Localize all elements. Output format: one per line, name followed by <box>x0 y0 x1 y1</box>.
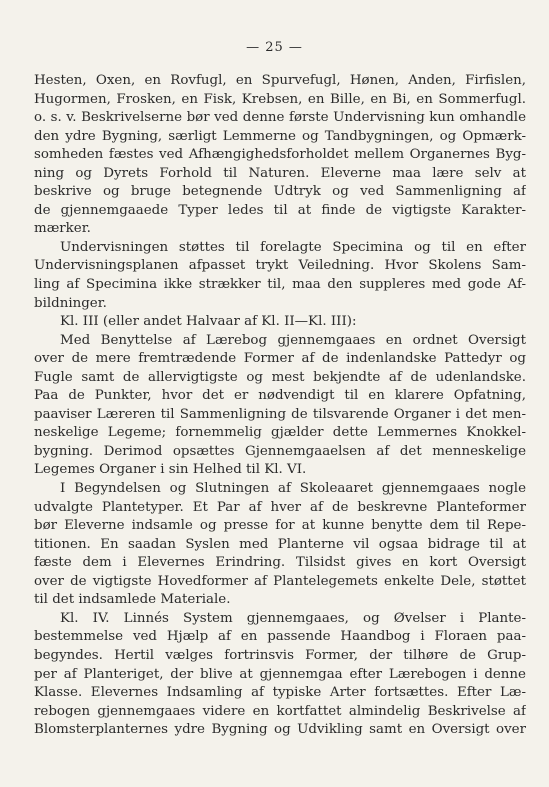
text-line: fæste dem i Elevernes Erindring. Tilsidst gives en kort Oversigt <box>34 555 526 571</box>
text-line: rebogen gjennemgaaes videre en kortfattet almindelig Beskrivelse af <box>34 703 526 719</box>
text-line: til det indsamlede Materiale. <box>34 592 231 608</box>
text-line: Klasse. Elevernes Indsamling af typiske Arter fortsættes. Efter Læ- <box>34 685 526 701</box>
text-line: udvalgte Plantetyper. Et Par af hver af de beskrevne Planteformer <box>34 499 526 515</box>
text-line: bør Eleverne indsamle og presse for at kunne benytte dem til Repe- <box>34 518 526 534</box>
text-line: I Begyndelsen og Slutningen af Skoleaaret gjennemgaaes nogle <box>60 481 526 497</box>
body-text <box>34 72 526 740</box>
text-line: Paa de Punkter, hvor det er nødvendigt til en klarere Opfatning, <box>34 388 526 404</box>
text-line: bildninger. <box>34 295 107 311</box>
text-line: per af Planteriget, der blive at gjennemgaa efter Lærebogen i denne <box>34 666 526 682</box>
text-line: ning og Dyrets Forhold til Naturen. Eleverne maa lære selv at <box>34 165 526 181</box>
text-line: bestemmelse ved Hjælp af en passende Haandbog i Floraen paa- <box>34 629 526 645</box>
text-line: Blomsterplanternes ydre Bygning og Udvikling samt en Oversigt over <box>34 722 526 738</box>
text-line: Kl. IV. Linnés System gjennemgaaes, og Øvelser i Plante- <box>60 610 526 626</box>
text-line: Undervisningsplanen afpasset trykt Veiledning. Hvor Skolens Sam- <box>34 258 526 274</box>
text-line: beskrive og bruge betegnende Udtryk og ved Sammenligning af <box>34 184 526 200</box>
text-line: Hugormen, Frosken, en Fisk, Krebsen, en Bille, en Bi, en Sommerfugl. <box>34 91 526 107</box>
text-line: ling af Specimina ikke strækker til, maa den suppleres med gode Af- <box>34 277 526 293</box>
text-line: titionen. En saadan Syslen med Planterne vil ogsaa bidrage til at <box>34 536 526 552</box>
text-line: neskelige Legeme; fornemmelig gjælder dette Lemmernes Knokkel- <box>34 425 526 441</box>
text-line: Fugle samt de allervigtigste og mest bekjendte af de udenlandske. <box>34 369 526 385</box>
text-line: mærker. <box>34 221 91 237</box>
text-line: begyndes. Hertil vælges fortrinsvis Former, der tilhøre de Grup- <box>34 647 526 663</box>
text-line: Hesten, Oxen, en Rovfugl, en Spurvefugl, Hønen, Anden, Firfislen, <box>34 73 526 88</box>
text-line: paaviser Læreren til Sammenligning de tilsvarende Organer i det men- <box>34 406 526 422</box>
text-line: Undervisningen støttes til forelagte Specimina og til en efter <box>60 239 526 255</box>
text-line: over de vigtigste Hovedformer af Plantelegemets enkelte Dele, støttet <box>34 573 526 589</box>
page-number: — 25 — <box>246 40 303 55</box>
text-line: den ydre Bygning, særligt Lemmerne og Tandbygningen, og Opmærk- <box>34 128 526 144</box>
text-line: somheden fæstes ved Afhængighedsforholdet mellem Organernes Byg- <box>34 147 526 163</box>
text-line: o. s. v. Beskrivelserne bør ved denne første Undervisning kun omhandle <box>34 110 526 126</box>
text-line: Med Benyttelse af Lærebog gjennemgaaes en ordnet Oversigt <box>60 332 526 348</box>
text-line: Legemes Organer i sin Helhed til Kl. VI. <box>34 462 307 478</box>
text-line: bygning. Derimod opsættes Gjennemgaaelsen af det menneskelige <box>34 443 526 459</box>
text-line: over de mere fremtrædende Former af de indenlandske Pattedyr og <box>34 351 526 367</box>
text-line: de gjennemgaaede Typer ledes til at finde de vigtigste Karakter- <box>34 202 526 218</box>
text-line: Kl. III (eller andet Halvaar af Kl. II—Kl. III): <box>60 314 357 330</box>
